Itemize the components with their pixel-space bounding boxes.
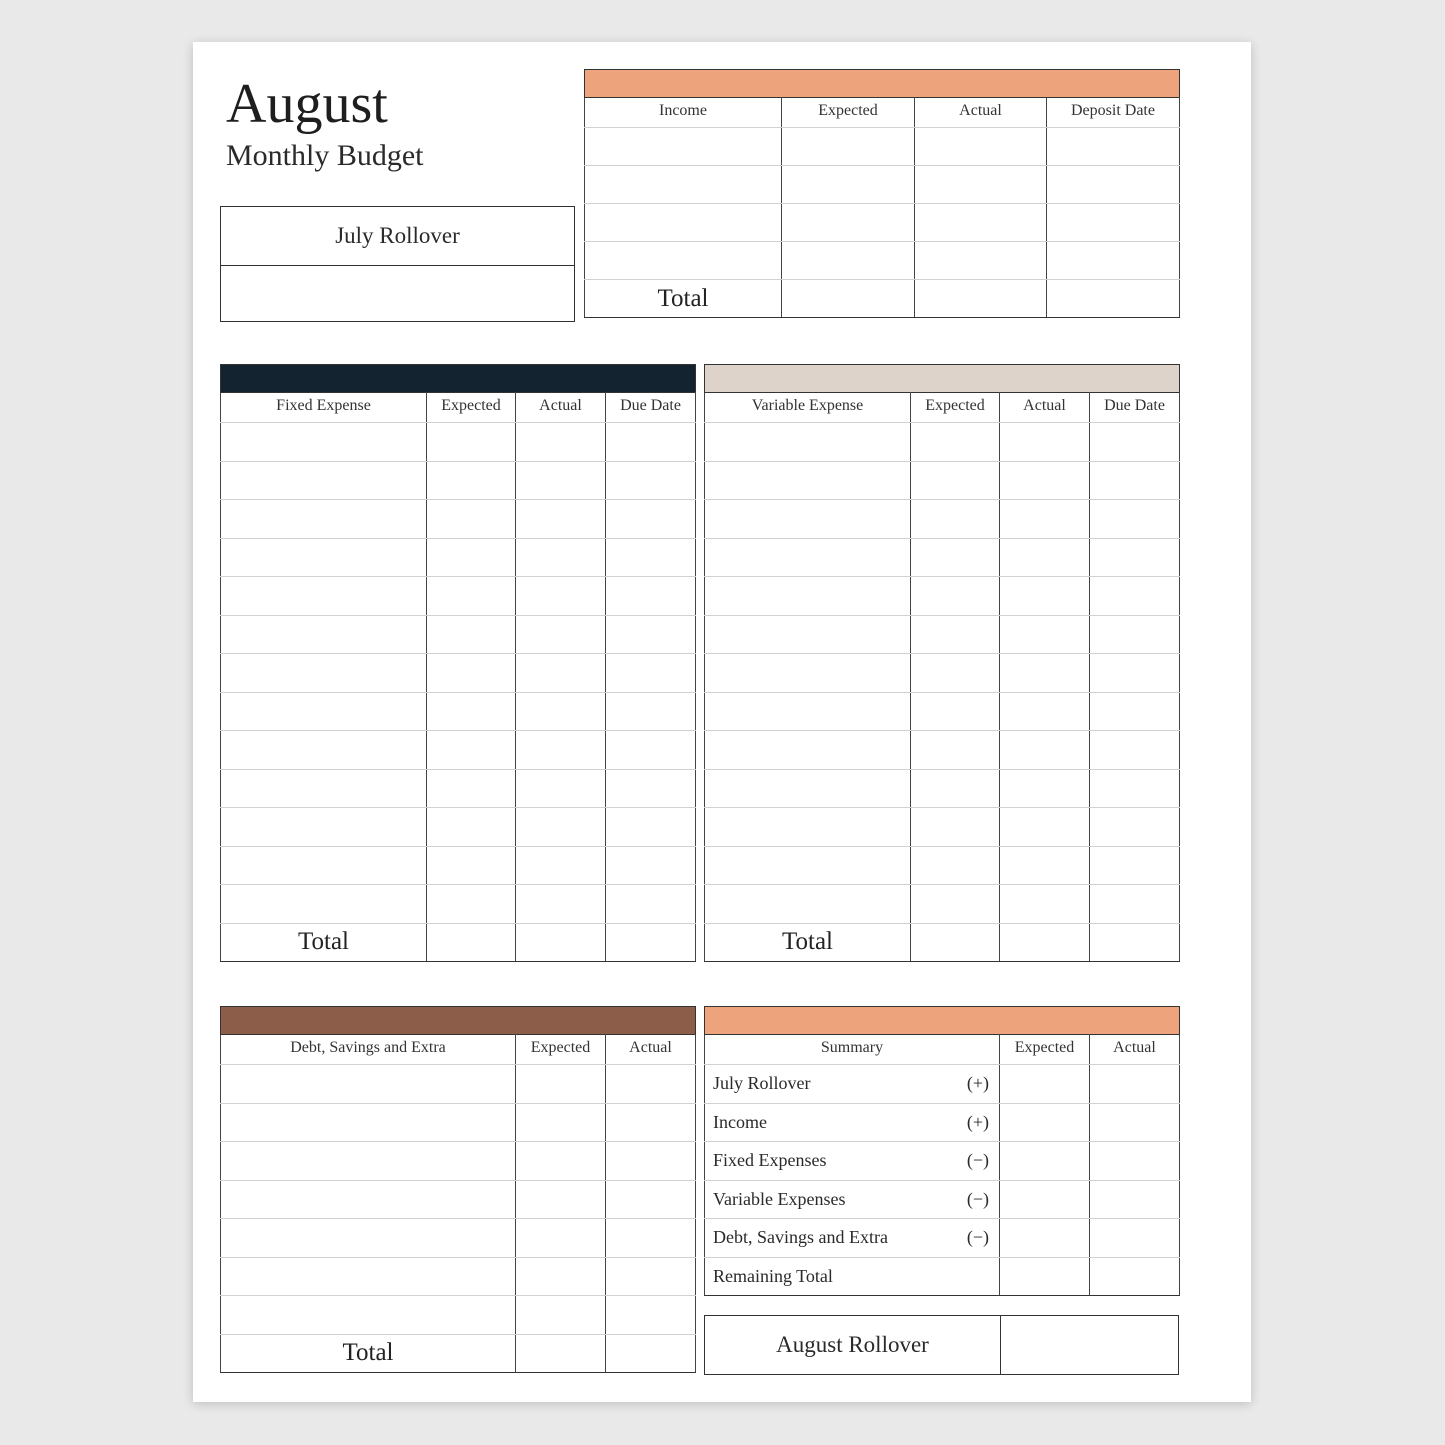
debt-entry-row xyxy=(221,1180,696,1219)
debt-entry-row xyxy=(221,1219,696,1258)
variable-entry-cell[interactable] xyxy=(1000,461,1090,500)
income-entry-row xyxy=(585,242,1180,280)
rollover-out-label: August Rollover xyxy=(705,1316,1001,1374)
variable-entry-cell[interactable] xyxy=(705,731,911,770)
variable-entry-cell[interactable] xyxy=(1000,808,1090,847)
variable-entry-row xyxy=(705,692,1180,731)
fixed-entry-row xyxy=(221,885,696,924)
variable-entry-cell[interactable] xyxy=(1090,500,1180,539)
debt-entry-cell[interactable] xyxy=(516,1180,606,1219)
variable-entry-cell[interactable] xyxy=(1000,692,1090,731)
debt-entry-row xyxy=(221,1065,696,1104)
fixed-entry-cell[interactable] xyxy=(516,500,606,539)
variable-entry-row xyxy=(705,538,1180,577)
fixed-column-header: Expected xyxy=(427,393,516,423)
summary-row xyxy=(705,1142,1180,1181)
fixed-band-fill xyxy=(221,365,696,393)
variable-entry-cell[interactable] xyxy=(911,615,1000,654)
summary-actual-cell[interactable] xyxy=(1090,1180,1180,1219)
variable-entry-cell[interactable] xyxy=(1090,615,1180,654)
fixed-entry-row xyxy=(221,577,696,616)
variable-header-row xyxy=(705,393,1180,423)
summary-row-text: Variable Expenses xyxy=(713,1188,846,1209)
summary-actual-cell[interactable] xyxy=(1090,1219,1180,1258)
debt-entry-cell[interactable] xyxy=(606,1296,696,1335)
fixed-entry-cell[interactable] xyxy=(221,885,427,924)
variable-entry-cell[interactable] xyxy=(1000,885,1090,924)
variable-expense-table xyxy=(704,364,1180,962)
fixed-entry-row xyxy=(221,500,696,539)
fixed-entry-row xyxy=(221,769,696,808)
variable-column-header: Expected xyxy=(911,393,1000,423)
income-entry-row xyxy=(585,204,1180,242)
variable-entry-row xyxy=(705,654,1180,693)
summary-column-header: Actual xyxy=(1090,1035,1180,1065)
rollover-out-field[interactable] xyxy=(1001,1316,1178,1374)
summary-expected-cell[interactable] xyxy=(1000,1142,1090,1181)
variable-total-cell[interactable] xyxy=(911,923,1000,961)
variable-entry-cell[interactable] xyxy=(911,885,1000,924)
debt-total-row xyxy=(221,1334,696,1372)
variable-band-fill xyxy=(705,365,1180,393)
fixed-entry-row xyxy=(221,846,696,885)
variable-entry-cell[interactable] xyxy=(705,885,911,924)
variable-entry-cell[interactable] xyxy=(1000,615,1090,654)
fixed-entry-row xyxy=(221,731,696,770)
debt-entry-cell[interactable] xyxy=(221,1180,516,1219)
fixed-entry-cell[interactable] xyxy=(606,423,696,462)
variable-entry-cell[interactable] xyxy=(705,654,911,693)
variable-color-band xyxy=(705,365,1180,393)
rollover-in-label: July Rollover xyxy=(221,207,574,266)
summary-row-sign: (−) xyxy=(966,1188,989,1209)
fixed-entry-cell[interactable] xyxy=(427,615,516,654)
debt-entry-cell[interactable] xyxy=(221,1142,516,1181)
summary-row-label xyxy=(705,1103,1000,1142)
summary-band-fill xyxy=(705,1007,1180,1035)
debt-entry-cell[interactable] xyxy=(606,1142,696,1181)
variable-entry-cell[interactable] xyxy=(705,846,911,885)
variable-entry-cell[interactable] xyxy=(1090,654,1180,693)
summary-row xyxy=(705,1180,1180,1219)
debt-entry-cell[interactable] xyxy=(516,1257,606,1296)
variable-entry-row xyxy=(705,846,1180,885)
variable-entry-cell[interactable] xyxy=(1000,846,1090,885)
summary-row-label xyxy=(705,1142,1000,1181)
fixed-entry-cell[interactable] xyxy=(427,500,516,539)
fixed-entry-cell[interactable] xyxy=(221,731,427,770)
fixed-entry-cell[interactable] xyxy=(221,808,427,847)
variable-entry-row xyxy=(705,731,1180,770)
summary-remaining-row xyxy=(705,1257,1180,1295)
fixed-entry-cell[interactable] xyxy=(516,423,606,462)
variable-entry-cell[interactable] xyxy=(1000,769,1090,808)
variable-entry-cell[interactable] xyxy=(911,692,1000,731)
summary-actual-cell[interactable] xyxy=(1090,1065,1180,1104)
debt-header-row xyxy=(221,1035,696,1065)
fixed-entry-cell[interactable] xyxy=(427,885,516,924)
fixed-entry-cell[interactable] xyxy=(221,500,427,539)
debt-total-cell[interactable] xyxy=(516,1334,606,1372)
summary-row-text: July Rollover xyxy=(713,1073,811,1094)
fixed-entry-cell[interactable] xyxy=(606,461,696,500)
variable-entry-cell[interactable] xyxy=(1000,423,1090,462)
variable-entry-cell[interactable] xyxy=(1090,423,1180,462)
summary-expected-cell[interactable] xyxy=(1000,1180,1090,1219)
income-entry-cell[interactable] xyxy=(915,242,1047,280)
fixed-entry-cell[interactable] xyxy=(516,538,606,577)
debt-total-cell[interactable] xyxy=(606,1334,696,1372)
fixed-column-header: Actual xyxy=(516,393,606,423)
variable-entry-row xyxy=(705,500,1180,539)
income-entry-cell[interactable] xyxy=(585,204,782,242)
income-entry-cell[interactable] xyxy=(915,204,1047,242)
debt-entry-cell[interactable] xyxy=(606,1065,696,1104)
fixed-entry-cell[interactable] xyxy=(516,615,606,654)
fixed-entry-cell[interactable] xyxy=(221,615,427,654)
debt-entry-cell[interactable] xyxy=(516,1219,606,1258)
fixed-entry-cell[interactable] xyxy=(221,538,427,577)
variable-entry-cell[interactable] xyxy=(911,846,1000,885)
fixed-entry-cell[interactable] xyxy=(427,423,516,462)
variable-entry-cell[interactable] xyxy=(1090,577,1180,616)
debt-entry-cell[interactable] xyxy=(221,1219,516,1258)
income-total-label: Total xyxy=(585,280,782,318)
variable-entry-cell[interactable] xyxy=(911,461,1000,500)
fixed-entry-cell[interactable] xyxy=(606,769,696,808)
summary-row-label xyxy=(705,1065,1000,1104)
fixed-total-row xyxy=(221,923,696,961)
variable-entry-cell[interactable] xyxy=(911,500,1000,539)
debt-entry-cell[interactable] xyxy=(606,1257,696,1296)
income-column-header: Actual xyxy=(915,98,1047,128)
variable-entry-row xyxy=(705,577,1180,616)
fixed-entry-cell[interactable] xyxy=(516,885,606,924)
fixed-entry-cell[interactable] xyxy=(221,577,427,616)
debt-color-band xyxy=(221,1007,696,1035)
debt-entry-row xyxy=(221,1296,696,1335)
variable-entry-row xyxy=(705,769,1180,808)
income-header-row xyxy=(585,98,1180,128)
fixed-entry-cell[interactable] xyxy=(221,654,427,693)
summary-row xyxy=(705,1219,1180,1258)
summary-column-header: Summary xyxy=(705,1035,1000,1065)
summary-header-row xyxy=(705,1035,1180,1065)
fixed-entry-cell[interactable] xyxy=(606,654,696,693)
income-column-header: Deposit Date xyxy=(1047,98,1180,128)
summary-actual-cell[interactable] xyxy=(1090,1103,1180,1142)
income-color-band xyxy=(585,70,1180,98)
summary-expected-cell[interactable] xyxy=(1000,1065,1090,1104)
variable-total-row xyxy=(705,923,1180,961)
summary-row xyxy=(705,1103,1180,1142)
variable-entry-cell[interactable] xyxy=(911,808,1000,847)
debt-entry-row xyxy=(221,1257,696,1296)
variable-total-cell[interactable] xyxy=(1090,923,1180,961)
summary-row-text: Income xyxy=(713,1111,767,1132)
income-entry-cell[interactable] xyxy=(782,242,915,280)
fixed-entry-row xyxy=(221,538,696,577)
debt-entry-cell[interactable] xyxy=(221,1257,516,1296)
fixed-entry-cell[interactable] xyxy=(606,538,696,577)
income-entry-cell[interactable] xyxy=(915,166,1047,204)
fixed-entry-cell[interactable] xyxy=(606,846,696,885)
fixed-entry-cell[interactable] xyxy=(606,615,696,654)
fixed-header-row xyxy=(221,393,696,423)
summary-row-sign: (−) xyxy=(966,1150,989,1171)
rollover-in-field[interactable] xyxy=(221,266,574,322)
fixed-expense-table xyxy=(220,364,696,962)
debt-entry-cell[interactable] xyxy=(516,1296,606,1335)
rollover-out-box xyxy=(704,1315,1179,1375)
fixed-entry-row xyxy=(221,461,696,500)
income-entry-cell[interactable] xyxy=(585,242,782,280)
income-entry-cell[interactable] xyxy=(585,166,782,204)
income-column-header: Expected xyxy=(782,98,915,128)
summary-row-text: Fixed Expenses xyxy=(713,1150,827,1171)
variable-entry-cell[interactable] xyxy=(911,423,1000,462)
summary-row-sign: (+) xyxy=(966,1073,989,1094)
variable-entry-cell[interactable] xyxy=(705,538,911,577)
debt-entry-cell[interactable] xyxy=(606,1103,696,1142)
fixed-entry-cell[interactable] xyxy=(516,846,606,885)
income-entry-cell[interactable] xyxy=(782,128,915,166)
variable-entry-cell[interactable] xyxy=(911,577,1000,616)
income-entry-cell[interactable] xyxy=(1047,204,1180,242)
fixed-entry-cell[interactable] xyxy=(606,692,696,731)
variable-entry-cell[interactable] xyxy=(1090,461,1180,500)
variable-entry-row xyxy=(705,808,1180,847)
income-table xyxy=(584,69,1180,318)
fixed-entry-cell[interactable] xyxy=(606,577,696,616)
fixed-entry-cell[interactable] xyxy=(606,731,696,770)
income-entry-cell[interactable] xyxy=(585,128,782,166)
variable-entry-cell[interactable] xyxy=(1090,846,1180,885)
variable-entry-cell[interactable] xyxy=(1000,731,1090,770)
debt-entry-cell[interactable] xyxy=(221,1296,516,1335)
fixed-entry-cell[interactable] xyxy=(606,885,696,924)
fixed-entry-cell[interactable] xyxy=(516,731,606,770)
variable-entry-cell[interactable] xyxy=(911,731,1000,770)
variable-entry-cell[interactable] xyxy=(705,769,911,808)
debt-entry-cell[interactable] xyxy=(221,1065,516,1104)
summary-expected-cell[interactable] xyxy=(1000,1103,1090,1142)
fixed-entry-cell[interactable] xyxy=(427,808,516,847)
debt-entry-row xyxy=(221,1142,696,1181)
fixed-entry-cell[interactable] xyxy=(427,538,516,577)
variable-total-label: Total xyxy=(705,923,911,961)
debt-entry-cell[interactable] xyxy=(516,1065,606,1104)
summary-row-sign: (−) xyxy=(966,1227,989,1248)
fixed-total-cell[interactable] xyxy=(606,923,696,961)
fixed-entry-cell[interactable] xyxy=(516,692,606,731)
variable-entry-row xyxy=(705,423,1180,462)
fixed-entry-cell[interactable] xyxy=(427,654,516,693)
debt-entry-cell[interactable] xyxy=(516,1103,606,1142)
income-entry-cell[interactable] xyxy=(782,204,915,242)
summary-expected-cell[interactable] xyxy=(1000,1219,1090,1258)
fixed-entry-cell[interactable] xyxy=(516,769,606,808)
variable-entry-cell[interactable] xyxy=(705,808,911,847)
fixed-entry-row xyxy=(221,654,696,693)
summary-table xyxy=(704,1006,1180,1296)
income-entry-row xyxy=(585,128,1180,166)
summary-remaining-actual[interactable] xyxy=(1090,1257,1180,1295)
variable-entry-cell[interactable] xyxy=(705,423,911,462)
income-column-header: Income xyxy=(585,98,782,128)
variable-entry-cell[interactable] xyxy=(1000,654,1090,693)
debt-entry-row xyxy=(221,1103,696,1142)
fixed-entry-cell[interactable] xyxy=(516,577,606,616)
fixed-entry-cell[interactable] xyxy=(427,731,516,770)
rollover-in-box xyxy=(220,206,575,322)
income-total-cell[interactable] xyxy=(915,280,1047,318)
variable-entry-cell[interactable] xyxy=(1000,577,1090,616)
summary-actual-cell[interactable] xyxy=(1090,1142,1180,1181)
variable-entry-cell[interactable] xyxy=(1000,500,1090,539)
fixed-entry-cell[interactable] xyxy=(516,461,606,500)
income-total-cell[interactable] xyxy=(1047,280,1180,318)
variable-entry-cell[interactable] xyxy=(1000,538,1090,577)
variable-entry-cell[interactable] xyxy=(911,769,1000,808)
fixed-entry-cell[interactable] xyxy=(221,769,427,808)
debt-entry-cell[interactable] xyxy=(221,1103,516,1142)
income-entry-cell[interactable] xyxy=(782,166,915,204)
fixed-entry-cell[interactable] xyxy=(221,846,427,885)
debt-column-header: Expected xyxy=(516,1035,606,1065)
variable-entry-cell[interactable] xyxy=(705,500,911,539)
summary-remaining-expected[interactable] xyxy=(1000,1257,1090,1295)
income-entry-cell[interactable] xyxy=(1047,166,1180,204)
variable-total-cell[interactable] xyxy=(1000,923,1090,961)
fixed-total-cell[interactable] xyxy=(516,923,606,961)
income-entry-cell[interactable] xyxy=(1047,242,1180,280)
fixed-entry-cell[interactable] xyxy=(516,808,606,847)
variable-entry-cell[interactable] xyxy=(705,577,911,616)
summary-color-band xyxy=(705,1007,1180,1035)
fixed-entry-cell[interactable] xyxy=(221,423,427,462)
summary-column-header: Expected xyxy=(1000,1035,1090,1065)
fixed-entry-row xyxy=(221,615,696,654)
fixed-entry-cell[interactable] xyxy=(427,846,516,885)
variable-entry-cell[interactable] xyxy=(1090,538,1180,577)
summary-remaining-label: Remaining Total xyxy=(705,1257,1000,1295)
income-band-fill xyxy=(585,70,1180,98)
income-entry-row xyxy=(585,166,1180,204)
fixed-entry-cell[interactable] xyxy=(427,692,516,731)
debt-column-header: Actual xyxy=(606,1035,696,1065)
page-subtitle: Monthly Budget xyxy=(226,139,424,172)
income-entry-cell[interactable] xyxy=(915,128,1047,166)
income-entry-cell[interactable] xyxy=(1047,128,1180,166)
variable-entry-cell[interactable] xyxy=(705,461,911,500)
variable-entry-cell[interactable] xyxy=(1090,692,1180,731)
income-total-row xyxy=(585,280,1180,318)
summary-row-label xyxy=(705,1219,1000,1258)
fixed-entry-cell[interactable] xyxy=(427,577,516,616)
fixed-column-header: Due Date xyxy=(606,393,696,423)
variable-entry-row xyxy=(705,885,1180,924)
debt-entry-cell[interactable] xyxy=(516,1142,606,1181)
fixed-entry-cell[interactable] xyxy=(606,500,696,539)
fixed-entry-cell[interactable] xyxy=(221,692,427,731)
fixed-entry-cell[interactable] xyxy=(427,461,516,500)
variable-entry-cell[interactable] xyxy=(705,692,911,731)
fixed-color-band xyxy=(221,365,696,393)
page-title: August xyxy=(226,73,388,135)
variable-entry-cell[interactable] xyxy=(1090,731,1180,770)
variable-entry-cell[interactable] xyxy=(1090,769,1180,808)
debt-band-fill xyxy=(221,1007,696,1035)
fixed-entry-row xyxy=(221,423,696,462)
fixed-entry-row xyxy=(221,808,696,847)
debt-savings-table xyxy=(220,1006,696,1373)
summary-row-sign: (+) xyxy=(966,1111,989,1132)
variable-entry-cell[interactable] xyxy=(1090,808,1180,847)
variable-entry-cell[interactable] xyxy=(1090,885,1180,924)
fixed-entry-cell[interactable] xyxy=(427,769,516,808)
variable-entry-row xyxy=(705,615,1180,654)
summary-row xyxy=(705,1065,1180,1104)
fixed-entry-row xyxy=(221,692,696,731)
fixed-entry-cell[interactable] xyxy=(606,808,696,847)
debt-entry-cell[interactable] xyxy=(606,1219,696,1258)
fixed-column-header: Fixed Expense xyxy=(221,393,427,423)
fixed-total-cell[interactable] xyxy=(427,923,516,961)
fixed-entry-cell[interactable] xyxy=(221,461,427,500)
variable-column-header: Variable Expense xyxy=(705,393,911,423)
variable-column-header: Due Date xyxy=(1090,393,1180,423)
variable-entry-row xyxy=(705,461,1180,500)
variable-entry-cell[interactable] xyxy=(705,615,911,654)
debt-total-label: Total xyxy=(221,1334,516,1372)
income-total-cell[interactable] xyxy=(782,280,915,318)
summary-row-label xyxy=(705,1180,1000,1219)
fixed-total-label: Total xyxy=(221,923,427,961)
variable-entry-cell[interactable] xyxy=(911,538,1000,577)
variable-entry-cell[interactable] xyxy=(911,654,1000,693)
budget-sheet xyxy=(193,42,1251,1402)
debt-column-header: Debt, Savings and Extra xyxy=(221,1035,516,1065)
summary-row-text: Debt, Savings and Extra xyxy=(713,1227,888,1248)
fixed-entry-cell[interactable] xyxy=(516,654,606,693)
variable-column-header: Actual xyxy=(1000,393,1090,423)
debt-entry-cell[interactable] xyxy=(606,1180,696,1219)
